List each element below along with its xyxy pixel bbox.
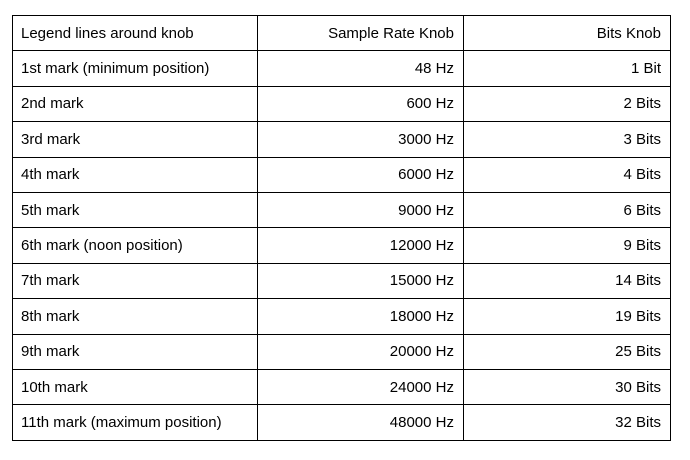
table-row — [13, 157, 671, 192]
sample-rate-cell: 48 Hz — [258, 51, 464, 86]
table-row — [13, 299, 671, 334]
sample-rate-cell: 24000 Hz — [258, 369, 464, 404]
legend-mark-cell: 4th mark — [13, 157, 258, 192]
sample-rate-cell: 48000 Hz — [258, 405, 464, 440]
bits-cell: 1 Bit — [464, 51, 671, 86]
header-legend-lines: Legend lines around knob — [13, 16, 258, 51]
table-row — [13, 228, 671, 263]
legend-mark-cell: 8th mark — [13, 299, 258, 334]
bits-cell: 2 Bits — [464, 86, 671, 121]
sample-rate-cell: 18000 Hz — [258, 299, 464, 334]
bits-cell: 4 Bits — [464, 157, 671, 192]
legend-mark-cell: 9th mark — [13, 334, 258, 369]
table-row — [13, 122, 671, 157]
table-row — [13, 263, 671, 298]
table-row — [13, 51, 671, 86]
table-row — [13, 192, 671, 227]
bits-cell: 19 Bits — [464, 299, 671, 334]
table-row — [13, 86, 671, 121]
sample-rate-cell: 20000 Hz — [258, 334, 464, 369]
table-row — [13, 369, 671, 404]
knob-legend-table-container — [12, 15, 670, 441]
legend-mark-cell: 5th mark — [13, 192, 258, 227]
bits-cell: 25 Bits — [464, 334, 671, 369]
legend-mark-cell: 1st mark (minimum position) — [13, 51, 258, 86]
sample-rate-cell: 600 Hz — [258, 86, 464, 121]
sample-rate-cell: 12000 Hz — [258, 228, 464, 263]
header-sample-rate-knob: Sample Rate Knob — [258, 16, 464, 51]
legend-mark-cell: 7th mark — [13, 263, 258, 298]
sample-rate-cell: 9000 Hz — [258, 192, 464, 227]
bits-cell: 32 Bits — [464, 405, 671, 440]
bits-cell: 14 Bits — [464, 263, 671, 298]
legend-mark-cell: 6th mark (noon position) — [13, 228, 258, 263]
sample-rate-cell: 3000 Hz — [258, 122, 464, 157]
table-header-row — [13, 16, 671, 51]
legend-mark-cell: 2nd mark — [13, 86, 258, 121]
bits-cell: 3 Bits — [464, 122, 671, 157]
bits-cell: 6 Bits — [464, 192, 671, 227]
legend-mark-cell: 11th mark (maximum position) — [13, 405, 258, 440]
legend-mark-cell: 3rd mark — [13, 122, 258, 157]
table-row — [13, 334, 671, 369]
table-row — [13, 405, 671, 440]
legend-mark-cell: 10th mark — [13, 369, 258, 404]
header-bits-knob: Bits Knob — [464, 16, 671, 51]
knob-legend-table — [12, 15, 671, 441]
sample-rate-cell: 6000 Hz — [258, 157, 464, 192]
bits-cell: 30 Bits — [464, 369, 671, 404]
sample-rate-cell: 15000 Hz — [258, 263, 464, 298]
bits-cell: 9 Bits — [464, 228, 671, 263]
